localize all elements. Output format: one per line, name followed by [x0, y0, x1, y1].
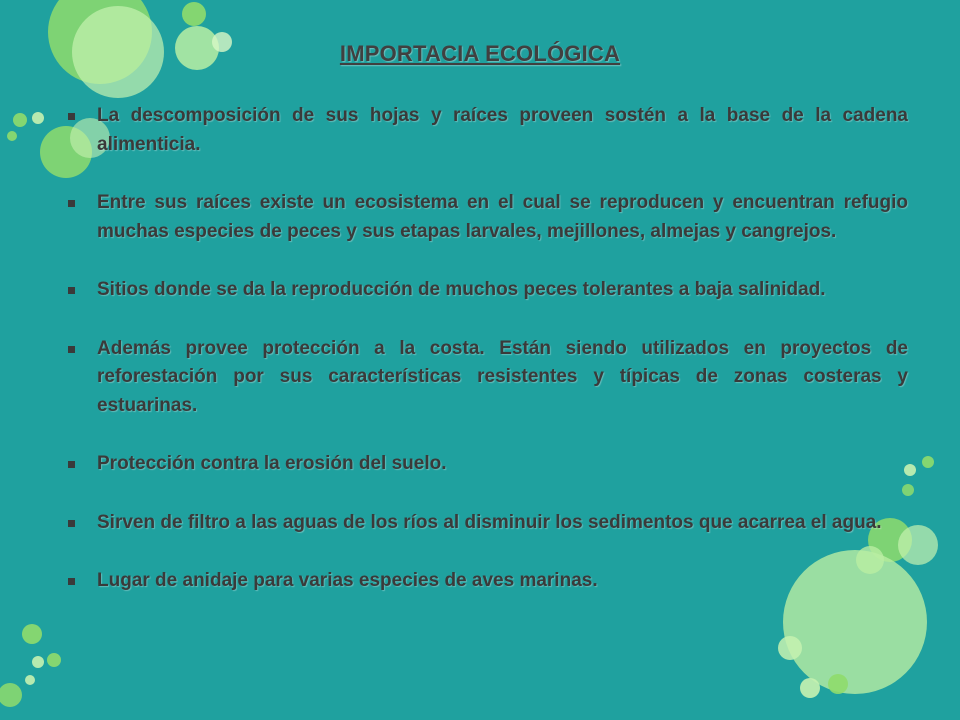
bubble	[25, 675, 35, 685]
bullet-text: La descomposición de sus hojas y raíces proveen sostén a la base de la cadena alimenticia.	[97, 105, 908, 155]
bubble	[182, 2, 206, 26]
bullet-item	[62, 102, 908, 159]
bubble	[22, 624, 42, 644]
bullet-list	[62, 102, 908, 596]
square-bullet-icon	[68, 287, 75, 294]
bubble	[7, 131, 17, 141]
bubble	[32, 656, 44, 668]
bubble	[922, 456, 934, 468]
square-bullet-icon	[68, 113, 75, 120]
bullet-text: Protección contra la erosión del suelo.	[97, 453, 447, 474]
square-bullet-icon	[68, 520, 75, 527]
bullet-item	[62, 567, 908, 596]
slide-title: IMPORTACIA ECOLÓGICA	[339, 41, 621, 66]
bullet-item	[62, 509, 908, 538]
bullet-item	[62, 189, 908, 246]
bubble	[47, 653, 61, 667]
bubble	[32, 112, 44, 124]
bubble	[828, 674, 848, 694]
bullet-text: Sirven de filtro a las aguas de los ríos al disminuir los sedimentos que acarrea el agua.	[97, 511, 882, 533]
bubble	[13, 113, 27, 127]
bubble	[0, 683, 22, 707]
square-bullet-icon	[68, 461, 75, 468]
square-bullet-icon	[68, 578, 75, 585]
bullet-item	[62, 450, 908, 479]
bubble	[778, 636, 802, 660]
bullet-text: Además provee protección a la costa. Están siendo utilizados en proyectos de reforestación por sus características resistentes y típicas de zonas costeras y estuarinas.	[97, 337, 908, 416]
square-bullet-icon	[68, 200, 75, 207]
bubble	[800, 678, 820, 698]
square-bullet-icon	[68, 346, 75, 353]
bullet-item	[62, 276, 908, 305]
bullet-text: Entre sus raíces existe un ecosistema en el cual se reproducen y encuentran refugio muchas especies de peces y sus etapas larvales, mejillones, almejas y cangrejos.	[97, 192, 908, 242]
bullet-text: Lugar de anidaje para varias especies de aves marinas.	[97, 570, 598, 591]
bullet-item	[62, 335, 908, 421]
bullet-text: Sitios donde se da la reproducción de muchos peces tolerantes a baja salinidad.	[97, 279, 826, 300]
